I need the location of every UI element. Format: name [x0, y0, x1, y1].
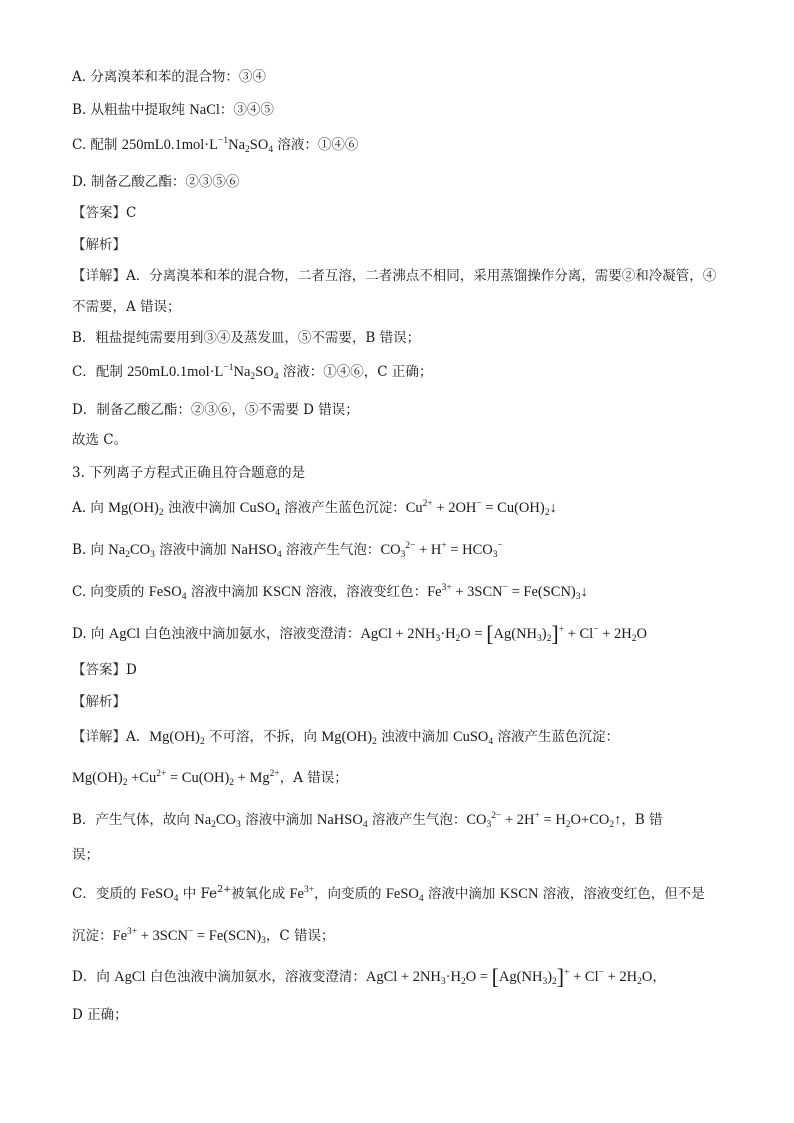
explanation-d: D．制备乙酸乙酯：②③⑥，⑤不需要 D 错误； [72, 402, 359, 418]
explanation-a-cont: 不需要，A 错误； [72, 299, 181, 315]
option-a-line: A. 分离溴苯和苯的混合物：③④ [72, 69, 266, 85]
q3-explanation-d: D．向 AgCl 白色浊液中滴加氨水，溶液变澄清：AgCl + $2NH_3\cdot H_2O = [Ag(NH_3)_2]^+ + Cl^- + 2H_2O$， [72, 964, 666, 989]
explanation-a: 【详解】A．分离溴苯和苯的混合物，二者互溶，二者沸点不相同，采用蒸馏操作分离，需要②和冷凝管，④ [72, 268, 717, 284]
option-d-line: D. 制备乙酸乙酯：②③⑤⑥ [72, 174, 240, 190]
analysis-heading: 【解析】 [72, 237, 126, 253]
explanation-c: C．配制 $250mL0.1mol\cdot L^{-1}Na_2SO_4$ 溶液：①④⑥，C 正确； [72, 363, 433, 382]
q3-explanation-a-equation: $Mg(OH)_2 +Cu^{2+} = Cu(OH)_2 + Mg^{2+}$，A 错误； [72, 769, 348, 788]
q3-option-b: B. 向 $Na_2CO_3$ 溶液中滴加 NaHSO$_4$ 溶液产生气泡：$CO_3^{2-} + H^+ = HCO_3^-$ [72, 541, 503, 560]
q3-explanation-d-cont: D 正确； [72, 1007, 128, 1023]
answer-line: 【答案】C [72, 205, 137, 221]
q3-answer-line: 【答案】D [72, 662, 137, 678]
q3-explanation-b-cont: 误； [72, 847, 99, 863]
q3-explanation-c: C．变质的 FeSO$_4$ 中 $Fe^{2+}$被氧化成 $Fe^{3+}$，向变质的 FeSO$_4$ 溶液中滴加 KSCN 溶液，溶液变红色，但不是 [72, 884, 705, 904]
q3-option-a: A. 向 $Mg(OH)_2$ 浊液中滴加 CuSO$_4$ 溶液产生蓝色沉淀：$Cu^{2+} + 2OH^-$ = $Cu(OH)_2↓$ [72, 499, 557, 518]
explanation-b: B．粗盐提纯需要用到③④及蒸发皿，⑤不需要，B 错误； [72, 330, 421, 346]
q3-analysis-heading: 【解析】 [72, 694, 126, 710]
q3-option-d: D. 向 AgCl 白色浊液中滴加氨水，溶液变澄清：AgCl + $2NH_3\cdot H_2O = [Ag(NH_3)_2]^+ + Cl^- + 2H_2O$ [72, 621, 647, 646]
q3-explanation-b: B．产生气体，故向 $Na_2CO_3$ 溶液中滴加 NaHSO$_4$ 溶液产生气泡：$CO_3^{2-} + 2H^+$ = $H_2O+CO_2↑$，B 错 [72, 811, 663, 830]
q3-explanation-c-cont: 沉淀：$Fe^{3+} + 3SCN^- = Fe(SCN)_3$，C 错误； [72, 927, 335, 946]
option-c-line: C. 配制 $250mL0.1mol\cdot L^{-1}Na_2SO_4$ 溶液：①④⑥ [72, 136, 359, 155]
option-b-line: B. 从粗盐中提取纯 NaCl：③④⑤ [72, 102, 274, 118]
q3-option-c: C. 向变质的 FeSO$_4$ 溶液中滴加 KSCN 溶液，溶液变红色：$Fe^{3+} + 3SCN^-$ = $Fe(SCN)_3↓$ [72, 583, 588, 602]
question-3-title: 3. 下列离子方程式正确且符合题意的是 [72, 465, 306, 481]
conclusion-line: 故选 C。 [72, 432, 128, 448]
q3-explanation-a: 【详解】A．$Mg(OH)_2$ 不可溶，不拆，向 $Mg(OH)_2$ 浊液中滴加 CuSO$_4$ 溶液产生蓝色沉淀： [72, 729, 619, 747]
